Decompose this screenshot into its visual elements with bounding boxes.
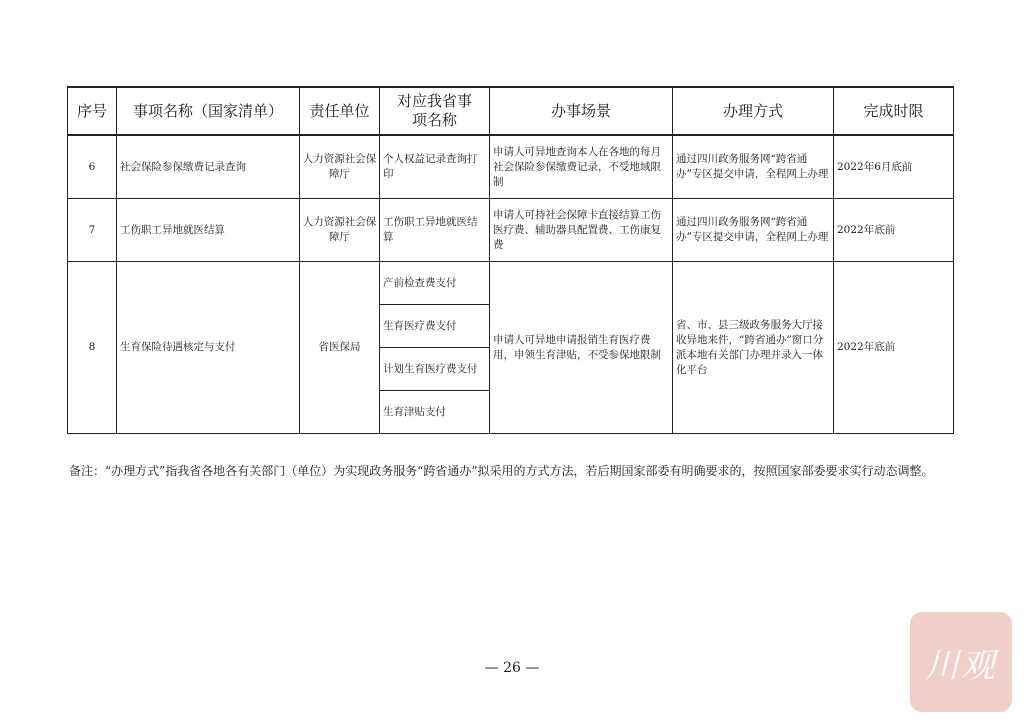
row-province-item: 个人权益记录查询打印 — [380, 135, 490, 199]
row-method: 通过四川政务服务网“跨省通办”专区提交申请，全程网上办理 — [673, 199, 834, 262]
footnote: 备注：“办理方式”指我省各地各有关部门（单位）为实现政务服务“跨省通办”拟采用的方式方法，若后期国家部委有明确要求的，按照国家部委要求实行动态调整。 — [69, 464, 934, 478]
header-deadline: 完成时限 — [834, 87, 954, 135]
row-method: 通过四川政务服务网“跨省通办”专区提交申请，全程网上办理 — [673, 135, 834, 199]
table-row — [68, 199, 954, 262]
row-no: 8 — [68, 262, 117, 434]
header-item-name: 事项名称（国家清单） — [117, 87, 300, 135]
row-unit: 人力资源社会保障厅 — [300, 199, 380, 262]
row-unit: 省医保局 — [300, 262, 380, 434]
row-method: 省、市、县三级政务服务大厅接收异地来件，“跨省通办”窗口分派本地有关部门办理并录入一体化平台 — [673, 262, 834, 434]
row-item-name: 工伤职工异地就医结算 — [117, 199, 300, 262]
row-no: 7 — [68, 199, 117, 262]
row-province-item: 生育医疗费支付 — [380, 305, 490, 348]
header-no: 序号 — [68, 87, 117, 135]
row-province-item: 计划生育医疗费支付 — [380, 348, 490, 391]
header-method: 办理方式 — [673, 87, 834, 135]
watermark-text: 川观 — [925, 645, 997, 686]
row-scene: 申请人可异地查询本人在各地的每月社会保险参保缴费记录，不受地域限制 — [490, 135, 673, 199]
page-number: — 26 — — [484, 660, 540, 676]
header-province-item: 对应我省事项名称 — [380, 87, 490, 135]
service-items-table — [67, 86, 954, 434]
row-province-item: 工伤职工异地就医结算 — [380, 199, 490, 262]
row-unit: 人力资源社会保障厅 — [300, 135, 380, 199]
table-row — [68, 262, 954, 305]
row-deadline: 2022年底前 — [834, 262, 954, 434]
row-scene: 申请人可异地申请报销生育医疗费用，申领生育津贴，不受参保地限制 — [490, 262, 673, 434]
header-scene: 办事场景 — [490, 87, 673, 135]
row-deadline: 2022年底前 — [834, 199, 954, 262]
row-deadline: 2022年6月底前 — [834, 135, 954, 199]
row-no: 6 — [68, 135, 117, 199]
row-item-name: 生育保险待遇核定与支付 — [117, 262, 300, 434]
table-header-row — [68, 87, 954, 135]
table-row — [68, 135, 954, 199]
row-scene: 申请人可持社会保障卡直接结算工伤医疗费、辅助器具配置费、工伤康复费 — [490, 199, 673, 262]
row-item-name: 社会保险参保缴费记录查询 — [117, 135, 300, 199]
row-province-item: 产前检查费支付 — [380, 262, 490, 305]
header-unit: 责任单位 — [300, 87, 380, 135]
watermark-logo — [910, 612, 1012, 712]
row-province-item: 生育津贴支付 — [380, 391, 490, 434]
